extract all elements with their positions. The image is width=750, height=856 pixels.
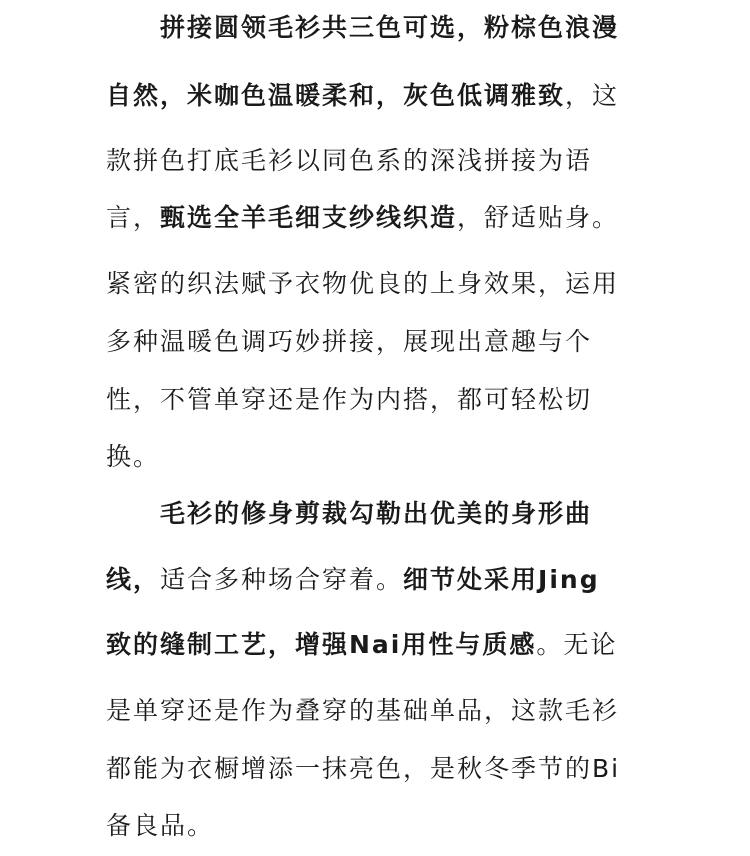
- text-segment: 都能为衣橱增添一抹亮色，是秋冬季节的Bi: [106, 754, 621, 783]
- text-segment: 款拼色打底毛衫以同色系的深浅拼接为语: [106, 146, 593, 175]
- text-line: [106, 141, 592, 181]
- text-segment: 拼接圆领毛衫共三色可选，粉棕色浪漫: [160, 13, 620, 42]
- text-segment: 换。: [106, 442, 161, 471]
- text-line: [106, 264, 619, 304]
- text-line: [106, 322, 592, 362]
- text-segment: 言，: [106, 203, 161, 232]
- text-segment: 是单穿还是作为叠穿的基础单品，这款毛衫: [106, 696, 620, 725]
- text-line: [106, 806, 214, 846]
- text-segment: 性，不管单穿还是作为内搭，都可轻松切: [106, 385, 593, 414]
- text-line: [106, 625, 617, 665]
- text-segment: 备良品。: [106, 811, 215, 840]
- text-line: [106, 691, 619, 731]
- text-line: [106, 560, 600, 600]
- text-line: [106, 749, 620, 789]
- text-segment: 细节处采用Jing: [403, 565, 600, 594]
- text-line: [106, 380, 592, 420]
- text-segment: 。无论: [536, 630, 618, 659]
- text-segment: 甄选全羊毛细支纱线织造: [160, 203, 458, 232]
- text-line: [106, 198, 619, 238]
- text-segment: 毛衫的修身剪裁勾勒出优美的身形曲: [160, 499, 593, 528]
- text-segment: 致的缝制工艺，增强Nai用性与质感: [106, 630, 537, 659]
- text-segment: 紧密的织法赋予衣物优良的上身效果，运用: [106, 269, 620, 298]
- text-line: [106, 76, 619, 116]
- text-segment: ，舒适贴身。: [457, 203, 620, 232]
- text-segment: 自然，米咖色温暖柔和，灰色低调雅致: [106, 81, 566, 110]
- text-line: [160, 8, 619, 48]
- text-segment: ，这: [565, 81, 620, 110]
- text-line: [160, 494, 592, 534]
- text-segment: 适合多种场合穿着。: [160, 565, 404, 594]
- text-segment: 多种温暖色调巧妙拼接，展现出意趣与个: [106, 327, 593, 356]
- text-segment: 线，: [106, 565, 161, 594]
- text-line: [106, 437, 160, 477]
